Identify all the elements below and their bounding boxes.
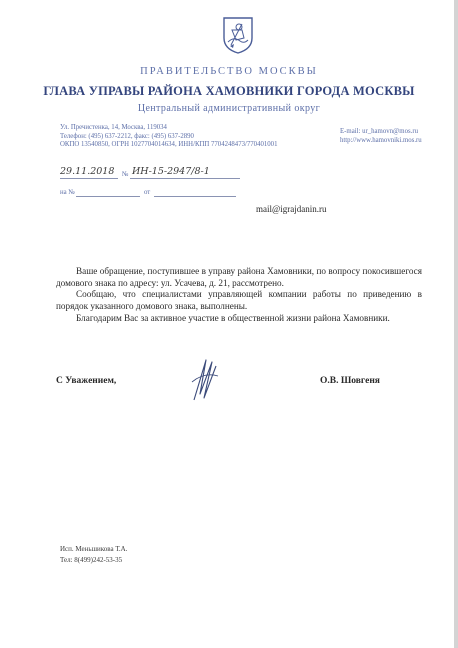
address-line: Ул. Пречистенка, 14, Москва, 119034 — [60, 124, 167, 131]
handwritten-number: ИН-15-2947/8-1 — [132, 166, 210, 177]
web-line: http://www.hamovniki.mos.ru — [340, 136, 422, 144]
letter-body — [56, 266, 422, 325]
org-main-heading: ГЛАВА УПРАВЫ РАЙОНА ХАМОВНИКИ ГОРОДА МОСКВЫ — [43, 84, 415, 98]
handwritten-signature — [186, 354, 222, 404]
recipient-email: mail@igrajdanin.ru — [256, 204, 327, 214]
body-paragraph: Сообщаю, что специалистами управляющей компании работы по приведению в порядок указанного домового знака, выполнены. — [56, 289, 422, 312]
body-paragraph: Благодарим Вас за активное участие в общественной жизни района Хамовники. — [76, 312, 390, 323]
closing-salutation: С Уважением, — [56, 376, 117, 386]
phone-line: Телефон: (495) 637-2212, факс: (495) 637-2890 — [60, 132, 194, 140]
number-underline — [130, 178, 240, 179]
executor-name: Исп. Меньшикова Т.А. — [60, 545, 128, 553]
number-label: № — [122, 171, 129, 178]
body-paragraph: Ваше обращение, поступившее в управу района Хамовники, по вопросу покосившегося домового знака по адресу: ул. Усачева, д. 21, рассмотрено. — [56, 266, 422, 288]
email-line: E-mail: ur_hamovn@mos.ru — [340, 128, 418, 135]
handwritten-date: 29.11.2018 — [60, 166, 115, 177]
reply-date-label: от — [144, 189, 151, 196]
executor-phone: Тел: 8(499)242-53-35 — [60, 556, 123, 564]
reply-number-underline — [76, 196, 140, 197]
requisites-left — [60, 124, 330, 150]
reply-date-underline — [154, 196, 236, 197]
moscow-coat-of-arms-icon — [222, 16, 254, 54]
requisites-right — [340, 128, 450, 145]
org-district-heading: Центральный административный округ — [137, 103, 321, 114]
signer-name: О.В. Шовгеня — [320, 376, 380, 386]
reply-number-label: на № — [60, 189, 75, 196]
executor-block — [60, 544, 127, 566]
okpo-line: ОКПО 13540850, ОГРН 1027704014634, ИНН/КПП 7704248473/770401001 — [60, 141, 278, 149]
org-government-heading: ПРАВИТЕЛЬСТВО МОСКВЫ — [140, 66, 318, 77]
date-underline — [60, 178, 118, 179]
